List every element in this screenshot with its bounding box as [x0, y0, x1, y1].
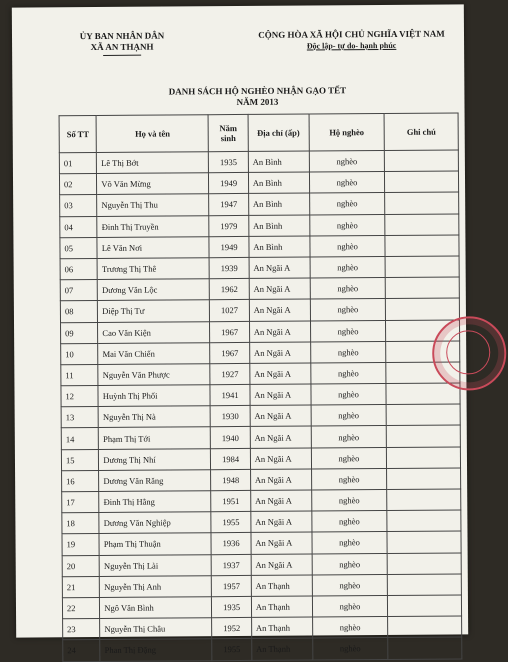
national-title: CỘNG HÒA XÃ HỘI CHỦ NGHĨA VIỆT NAM [258, 28, 445, 40]
cell-poor: nghèo [312, 595, 388, 617]
header-divider [103, 55, 141, 56]
document-page [12, 4, 468, 656]
cell-poor: nghèo [310, 235, 386, 257]
cell-name: Nguyễn Thị Thu [97, 194, 209, 216]
table-row [61, 404, 460, 428]
cell-name: Nguyễn Thị Nà [98, 406, 210, 428]
red-seal-stamp [432, 316, 507, 391]
cell-addr: An Bình [248, 172, 309, 194]
cell-poor: nghèo [310, 256, 386, 278]
cell-stt: 15 [61, 449, 98, 470]
agency-line-1: ỦY BAN NHÂN DÂN [79, 30, 165, 42]
cell-name: Phan Thị Đặng [100, 639, 212, 661]
cell-year: 1955 [211, 512, 251, 533]
cell-name: Dương Thị Nhí [99, 448, 211, 470]
cell-stt: 12 [61, 386, 98, 407]
cell-name: Phạm Thị Tới [99, 427, 211, 449]
cell-year: 1952 [212, 618, 252, 639]
cell-note [385, 192, 459, 214]
cell-stt: 01 [59, 152, 96, 173]
cell-year: 1930 [210, 406, 250, 427]
cell-addr: An Ngãi A [250, 405, 311, 427]
cell-year: 1951 [211, 490, 251, 511]
cell-note [385, 150, 459, 172]
cell-addr: An Thạnh [252, 638, 313, 660]
cell-name: Phạm Thị Thuận [99, 533, 211, 555]
national-header [244, 28, 459, 52]
cell-stt: 09 [61, 322, 98, 343]
cell-poor: nghèo [310, 341, 386, 363]
cell-name: Lê Văn Nơi [97, 236, 209, 258]
cell-addr: An Ngãi A [249, 257, 310, 279]
cell-note [387, 553, 461, 575]
cell-stt: 19 [62, 534, 99, 555]
header-address: Địa chỉ (ấp) [248, 114, 309, 151]
header-note: Ghi chú [384, 113, 458, 151]
cell-note [386, 383, 460, 405]
cell-poor: nghèo [312, 617, 388, 639]
cell-stt: 10 [61, 343, 98, 364]
cell-note [385, 214, 459, 236]
seal-inner-ring [446, 330, 490, 374]
cell-name: Nguyễn Văn Phược [98, 364, 210, 386]
cell-name: Huỳnh Thị Phối [98, 385, 210, 407]
cell-addr: An Thạnh [251, 596, 312, 618]
cell-addr: An Ngãi A [250, 490, 311, 512]
table-row [62, 489, 461, 513]
cell-stt: 18 [62, 513, 99, 534]
cell-note [386, 277, 460, 299]
cell-note [387, 489, 461, 511]
cell-name: Dương Văn Nghiệp [99, 512, 211, 534]
cell-note [388, 637, 462, 659]
cell-year: 1947 [209, 194, 249, 215]
cell-addr: An Thạnh [251, 617, 312, 639]
cell-addr: An Bình [249, 215, 310, 237]
cell-stt: 16 [62, 470, 99, 491]
cell-note [385, 256, 459, 278]
cell-year: 1948 [211, 469, 251, 490]
cell-poor: nghèo [311, 405, 387, 427]
cell-year: 1940 [211, 427, 251, 448]
table-row [60, 277, 459, 301]
cell-note [388, 595, 462, 617]
cell-year: 1967 [210, 342, 250, 363]
table-row [62, 595, 461, 619]
cell-addr: An Ngãi A [249, 321, 310, 343]
cell-stt: 04 [60, 216, 97, 237]
table-row [61, 362, 460, 386]
cell-year: 1936 [211, 533, 251, 554]
title-line-1: DANH SÁCH HỘ NGHÈO NHẬN GẠO TẾT [168, 85, 347, 97]
cell-addr: An Ngãi A [249, 299, 310, 321]
cell-note [388, 616, 462, 638]
cell-year: 1935 [212, 596, 252, 617]
cell-poor: nghèo [312, 553, 388, 575]
cell-note [386, 404, 460, 426]
cell-name: Trương Thị Thê [97, 258, 209, 280]
cell-year: 1967 [210, 321, 250, 342]
cell-stt: 13 [61, 407, 98, 428]
cell-poor: nghèo [311, 489, 387, 511]
cell-stt: 17 [62, 491, 99, 512]
table-row [60, 192, 459, 216]
cell-name: Dương Văn Lộc [98, 279, 210, 301]
table-row [62, 510, 461, 534]
cell-note [387, 510, 461, 532]
household-table [59, 112, 463, 661]
cell-stt: 23 [63, 619, 100, 640]
cell-year: 1949 [209, 173, 249, 194]
national-motto: Độc lập- tự do- hạnh phúc [306, 40, 397, 51]
cell-addr: An Ngãi A [250, 448, 311, 470]
cell-name: Nguyễn Thị Châu [100, 618, 212, 640]
cell-stt: 11 [61, 364, 98, 385]
cell-addr: An Ngãi A [251, 554, 312, 576]
cell-note [385, 171, 459, 193]
cell-poor: nghèo [311, 468, 387, 490]
cell-name: Đinh Thị Truyền [97, 215, 209, 237]
table-row [62, 553, 461, 577]
header-stt: Số TT [59, 115, 97, 152]
cell-poor: nghèo [311, 511, 387, 533]
header-year: Năm sinh [208, 114, 248, 151]
table-row [62, 531, 461, 555]
cell-addr: An Ngãi A [251, 511, 312, 533]
cell-stt: 02 [59, 174, 96, 195]
cell-stt: 07 [60, 280, 97, 301]
cell-poor: nghèo [310, 299, 386, 321]
cell-addr: An Bình [248, 193, 309, 215]
cell-year: 1962 [210, 279, 250, 300]
cell-year: 1941 [210, 384, 250, 405]
cell-note [387, 447, 461, 469]
cell-year: 1027 [210, 300, 250, 321]
cell-year: 1979 [209, 215, 249, 236]
cell-name: Đinh Thị Hằng [99, 491, 211, 513]
cell-stt: 20 [62, 555, 99, 576]
cell-name: Dương Văn Răng [99, 470, 211, 492]
cell-addr: An Ngãi A [250, 426, 311, 448]
cell-poor: nghèo [311, 447, 387, 469]
cell-year: 1957 [212, 575, 252, 596]
table-row [62, 468, 461, 492]
table-row [59, 171, 458, 195]
cell-name: Mai Văn Chiến [98, 342, 210, 364]
cell-poor: nghèo [311, 384, 387, 406]
cell-stt: 05 [60, 237, 97, 258]
cell-poor: nghèo [309, 172, 385, 194]
cell-addr: An Ngãi A [251, 532, 312, 554]
cell-year: 1939 [209, 257, 249, 278]
table-header-row [59, 113, 458, 153]
table-row [63, 637, 462, 661]
agency-header [52, 30, 192, 56]
title-line-2: NĂM 2013 [236, 96, 279, 108]
cell-addr: An Bình [249, 236, 310, 258]
cell-poor: nghèo [312, 532, 388, 554]
table-row [61, 383, 460, 407]
table-row [60, 235, 459, 259]
header-poor: Hộ nghèo [309, 113, 385, 151]
table-row [61, 341, 460, 365]
table-row [61, 447, 460, 471]
cell-note [386, 298, 460, 320]
table-row [59, 150, 458, 174]
cell-name: Diệp Thị Tư [98, 300, 210, 322]
cell-addr: An Ngãi A [249, 342, 310, 364]
cell-addr: An Thạnh [251, 575, 312, 597]
cell-name: Ngô Văn Bình [100, 597, 212, 619]
cell-addr: An Ngãi A [249, 278, 310, 300]
cell-stt: 14 [61, 428, 98, 449]
cell-name: Võ Văn Mừng [97, 173, 209, 195]
agency-line-2: XÃ AN THẠNH [90, 41, 154, 53]
cell-stt: 22 [62, 597, 99, 618]
cell-stt: 03 [60, 195, 97, 216]
cell-name: Nguyễn Thị Lài [99, 554, 211, 576]
cell-addr: An Ngãi A [250, 469, 311, 491]
table-row [61, 425, 460, 449]
cell-poor: nghèo [309, 150, 385, 172]
table-row [61, 319, 460, 343]
table-row [60, 298, 459, 322]
table-row [60, 256, 459, 280]
cell-year: 1927 [210, 363, 250, 384]
cell-poor: nghèo [309, 214, 385, 236]
table-row [62, 574, 461, 598]
cell-name: Lê Thị Bớt [97, 152, 209, 174]
cell-poor: nghèo [311, 426, 387, 448]
cell-poor: nghèo [310, 320, 386, 342]
cell-poor: nghèo [312, 638, 388, 660]
cell-year: 1984 [211, 448, 251, 469]
cell-name: Nguyễn Thị Anh [100, 575, 212, 597]
cell-stt: 24 [63, 640, 100, 661]
cell-note [387, 425, 461, 447]
table-row [63, 616, 462, 640]
cell-note [385, 235, 459, 257]
cell-stt: 06 [60, 258, 97, 279]
cell-year: 1935 [209, 151, 249, 172]
header-name: Họ và tên [96, 115, 208, 153]
cell-year: 1937 [211, 554, 251, 575]
cell-poor: nghèo [309, 193, 385, 215]
cell-poor: nghèo [310, 362, 386, 384]
cell-addr: An Ngãi A [250, 384, 311, 406]
cell-name: Cao Văn Kiện [98, 321, 210, 343]
cell-poor: nghèo [312, 574, 388, 596]
cell-addr: An Bình [248, 151, 309, 173]
cell-year: 1949 [209, 236, 249, 257]
cell-year: 1955 [212, 639, 252, 660]
cell-addr: An Ngãi A [250, 363, 311, 385]
cell-stt: 08 [60, 301, 97, 322]
document-title [132, 85, 382, 109]
cell-note [388, 574, 462, 596]
table-row [60, 214, 459, 238]
cell-note [387, 531, 461, 553]
cell-note [387, 468, 461, 490]
cell-stt: 21 [62, 576, 99, 597]
cell-poor: nghèo [310, 278, 386, 300]
